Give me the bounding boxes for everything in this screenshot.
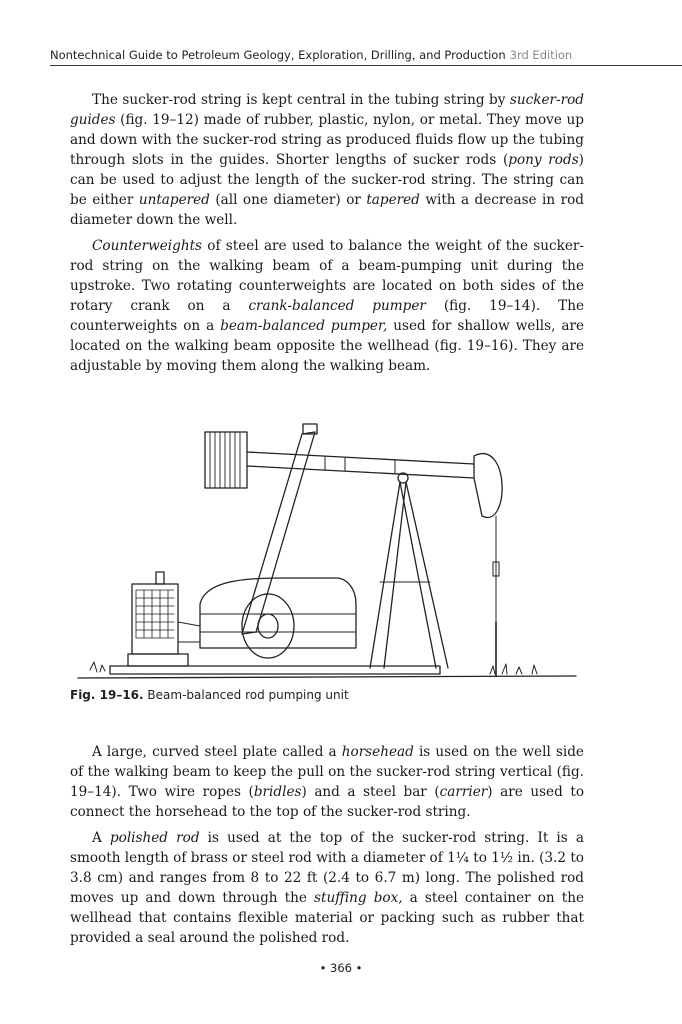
text-run: A [92, 830, 110, 846]
italic-term: polished rod [109, 830, 200, 846]
paragraph-counterweights [70, 236, 584, 376]
text-run: ) and a steel bar ( [301, 784, 440, 800]
paragraph-polished-rod [70, 828, 584, 948]
text-run: is used on the well side of the walking beam to keep the pull on the sucker-rod string vertical (fig. 19–14). Two wire ropes ( [70, 744, 584, 800]
text-run: is used at the top of the sucker-rod string. It is a smooth length of brass or steel rod with a diameter of 1¼ to 1½ in. (3.2 to 3.8 cm) and ranges from 8 to 22 ft (2.4 to 6.7 m) long. The polished rod moves up and down through the [70, 830, 584, 906]
figure-caption-text: Beam-balanced rod pumping unit [147, 688, 349, 702]
italic-term: tapered [366, 192, 420, 208]
italic-term: pony rods [508, 152, 579, 168]
text-block-upper [70, 90, 584, 376]
figure-caption [70, 688, 349, 702]
text-run: (fig. 19–12) made of rubber, plastic, nylon, or metal. They move up and down with the sucker-rod string as produced fluids flow up the tubing through slots in the guides. Shorter lengths of sucker rods ( [70, 112, 584, 168]
text-run: ) can be used to adjust the length of the sucker-rod string. The string can be either [70, 152, 584, 208]
italic-term: Counterweights [92, 238, 203, 254]
italic-term: bridles [253, 784, 302, 800]
text-run: used for shallow wells, are located on the walking beam opposite the wellhead (fig. 19–16). They are adjustable by moving them along the walking beam. [70, 318, 585, 374]
text-run: with a decrease in rod diameter down the well. [70, 192, 584, 228]
italic-term: stuffing box, [314, 890, 403, 906]
text-run: (all one diameter) or [209, 192, 367, 208]
italic-term: sucker-rod guides [70, 92, 584, 128]
text-run: of steel are used to balance the weight of the sucker-rod string on the walking beam of a beam-pumping unit during the upstroke. Two rotating counterweights are located on both sides of the rotary crank on a [70, 238, 584, 314]
text-run: A large, curved steel plate called a [92, 744, 342, 760]
text-block-lower [70, 742, 584, 948]
page-number: • 366 • [319, 961, 363, 975]
italic-term: crank-balanced pumper [248, 298, 426, 314]
italic-term: beam-balanced pumper, [220, 318, 388, 334]
italic-term: carrier [439, 784, 488, 800]
text-run: a steel container on the wellhead that contains flexible material or packing such as rubber that provided a seal around the polished rod. [70, 890, 584, 946]
italic-term: untapered [138, 192, 210, 208]
figure-label: Fig. 19–16. [70, 688, 144, 702]
edition-label: 3rd Edition [509, 48, 573, 62]
text-run: ) are used to connect the horsehead to the top of the sucker-rod string. [70, 784, 584, 820]
paragraph-sucker-rod-guides [70, 90, 584, 230]
book-title: Nontechnical Guide to Petroleum Geology, Exploration, Drilling, and Production [50, 48, 506, 62]
pumping-unit-illustration [70, 412, 584, 690]
italic-term: horsehead [341, 744, 414, 760]
header-rule [50, 65, 682, 66]
text-run: (fig. 19–14). The counterweights on a [70, 298, 584, 334]
running-header [50, 48, 572, 62]
text-run: The sucker-rod string is kept central in the tubing string by [92, 92, 510, 108]
paragraph-horsehead [70, 742, 584, 822]
